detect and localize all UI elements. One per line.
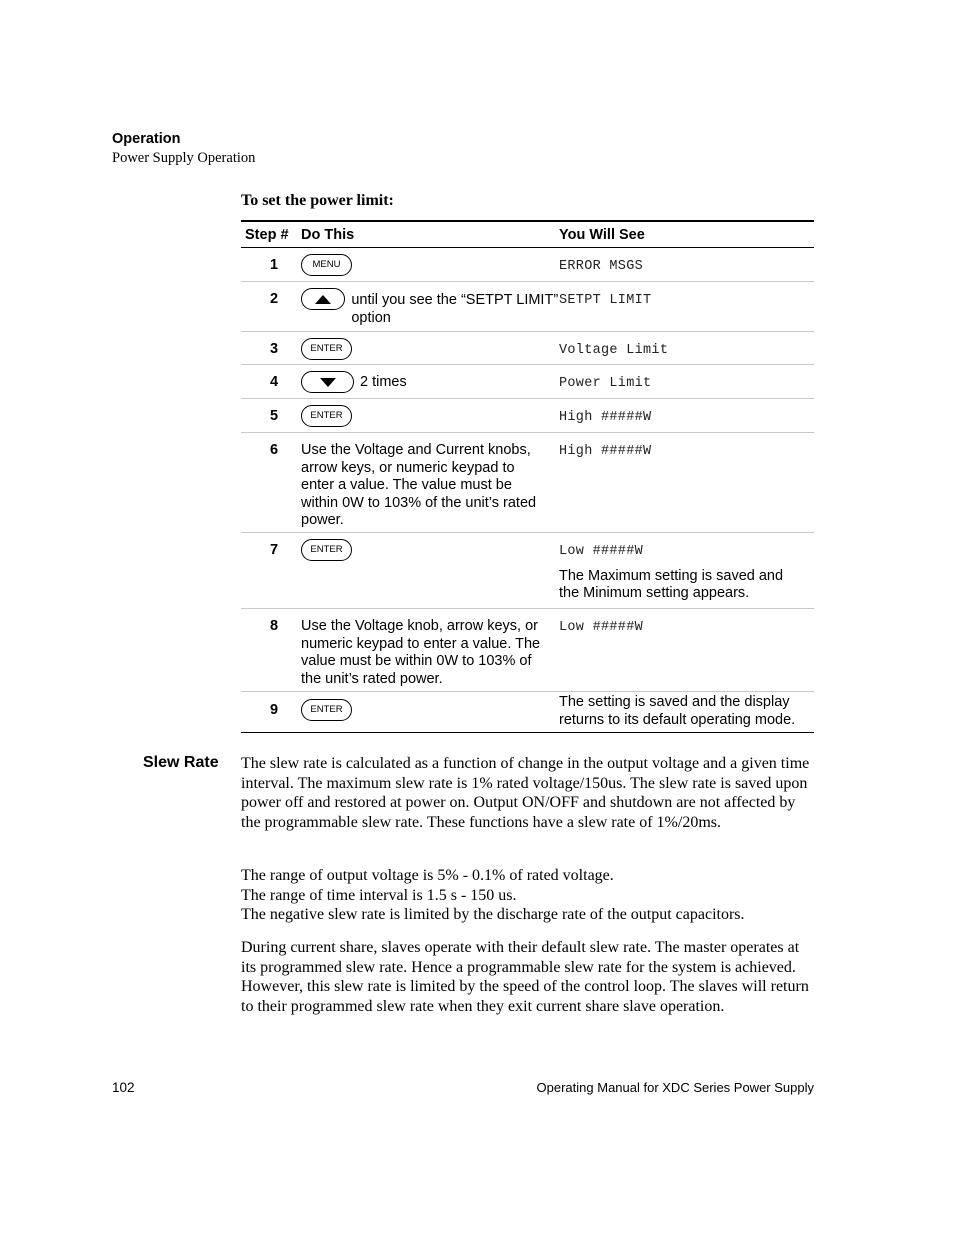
display-text: Power Limit [559,376,652,391]
step-number: 2 [269,291,279,307]
page-number: 102 [112,1080,135,1095]
display-text: High #####W [559,444,652,459]
column-header-step: Step # [245,226,289,243]
step-number: 1 [269,257,279,273]
enter-key-icon: ENTER [301,405,352,427]
step-number: 3 [269,341,279,357]
table-row [241,248,814,282]
subsection-title: Power Supply Operation [112,150,256,166]
display-text: Low #####W [559,544,644,559]
slew-rate-paragraph-2 [241,866,814,925]
table-row [241,433,814,533]
table-row [241,609,814,692]
enter-key-icon: ENTER [301,539,352,561]
slew-rate-paragraph-1: The slew rate is calculated as a function of change in the output voltage and a given time interval. The maximum slew rate is 1% rated voltage/150us. The slew rate is saved upon power off and restored at power on. Output ON/OFF and shutdown are not affected by the programmable slew rate. These functions have a slew rate of 1%/20ms. [241,755,810,831]
step-number: 8 [269,618,279,634]
result-note: The setting is saved and the display returns to its default operating mode. [559,694,796,728]
step-number: 7 [269,542,279,558]
step-number: 4 [269,374,279,390]
table-header [241,222,814,248]
range-time-line: The range of time interval is 1.5 s - 150 us. [241,886,517,904]
enter-key-icon: ENTER [301,699,352,721]
slew-rate-paragraph-3: During current share, slaves operate with their default slew rate. The master operates at its programmed slew rate. Hence a programmable slew rate for the system is achieved. However, this slew rate is limited by the speed of the control loop. The slaves will return to their programmed slew rate when they exit current share slave operation. [241,939,809,1015]
display-text: ERROR MSGS [559,259,644,274]
column-header-you-will-see: You Will See [559,226,645,243]
range-voltage-line: The range of output voltage is 5% - 0.1% of rated voltage. [241,867,614,884]
display-text: High #####W [559,410,652,425]
instruction-text: Use the Voltage and Current knobs, arrow keys, or numeric keypad to enter a value. The value must be within 0W to 103% of the unit’s rated power. [301,442,537,528]
table-row [241,533,814,609]
display-text: Voltage Limit [559,343,669,358]
slew-rate-heading: Slew Rate [143,754,219,771]
display-text: Low #####W [559,620,644,635]
instruction-text: 2 times [360,374,407,390]
step-number: 5 [269,408,279,424]
table-row [241,399,814,433]
menu-key-icon: MENU [301,254,352,276]
down-arrow-key-icon [301,371,354,393]
procedure-title: To set the power limit: [241,192,394,209]
step-number: 9 [269,702,279,718]
up-arrow-key-icon [301,288,345,310]
display-text: SETPT LIMIT [559,293,652,308]
result-note: The Maximum setting is saved and the Minimum setting appears. [559,567,784,601]
column-header-do-this: Do This [301,226,355,243]
step-number: 6 [269,442,279,458]
instruction-text: Use the Voltage knob, arrow keys, or numeric keypad to enter a value. The value must be within 0W to 103% of the unit’s rated power. [301,618,541,687]
instruction-text: until you see the “SETPT LIMIT” option [351,292,559,326]
table-row [241,282,814,332]
enter-key-icon: ENTER [301,338,352,360]
table-row [241,365,814,399]
footer-doc-title: Operating Manual for XDC Series Power Supply [536,1080,814,1095]
table-row [241,332,814,365]
table-row [241,692,814,733]
negative-slew-line: The negative slew rate is limited by the discharge rate of the output capacitors. [241,906,745,924]
section-title: Operation [112,131,181,147]
steps-table [241,220,814,733]
